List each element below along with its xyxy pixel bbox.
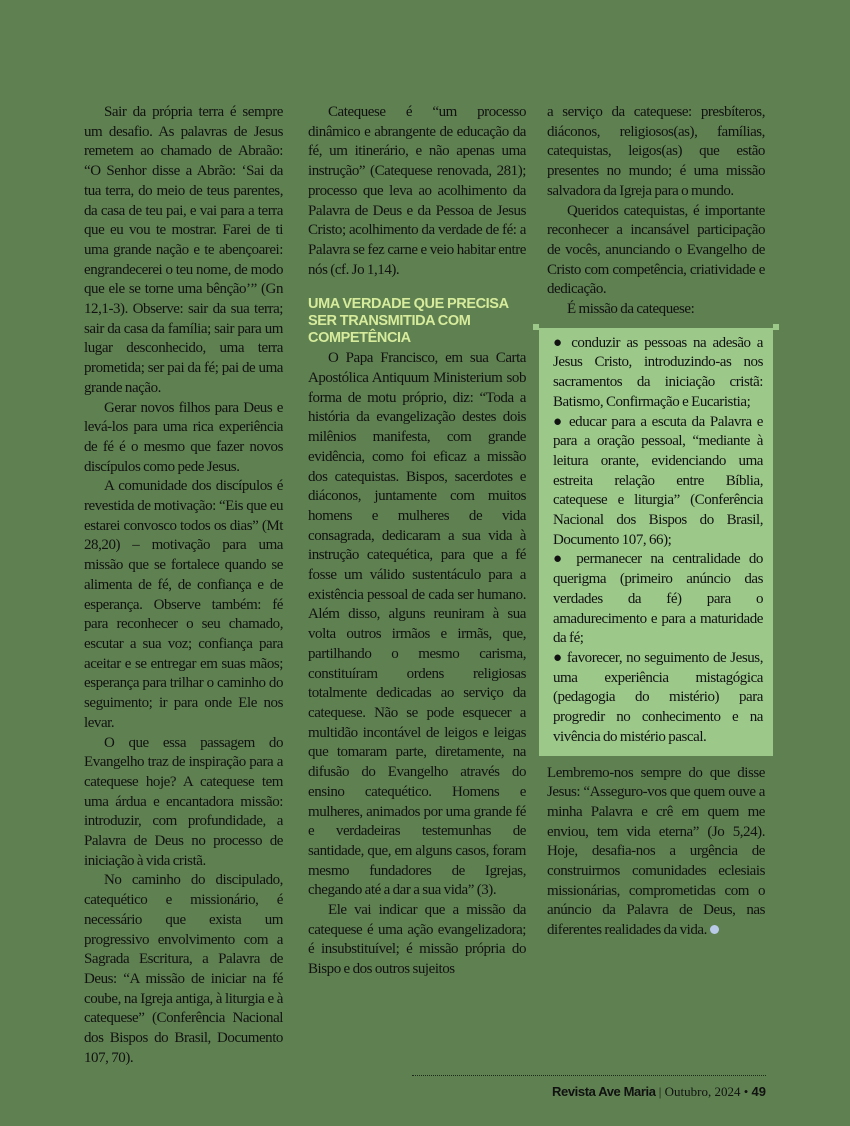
paragraph: O que essa passagem do Evangelho traz de inspiração para a catequese hoje? A catequese tem uma árdua e encantadora missão: introduzir, com profundidade, a Palavra de Deus no processo de iniciação à vida cristã.	[84, 734, 283, 869]
column-2	[308, 103, 526, 980]
paragraph: Sair da própria terra é sempre um desafio. As palavras de Jesus remetem ao chamado de Abraão: “O Senhor disse a Abrão: ‘Sai da tua terra, do meio de teus parentes, da casa de teu pai, e vai para a terra que eu vou te mostrar. Farei de ti uma grande nação e te abençoarei: engrandecerei o teu nome, de modo que ele se torne uma bênção’” (Gn 12,1-3). Observe: sair da sua terra; sair da casa da família; sair para um lugar desconhecido, uma terra prometida; ser pai da fé; pai de uma grande nação.	[84, 104, 283, 396]
paragraph: Ele vai indicar que a missão da catequese é uma ação evangelizadora; é insubstituível; é missão própria do Bispo e dos outros sujeitos	[308, 902, 526, 978]
list-item: ● educar para a escuta da Palavra e para a oração pessoal, “mediante à leitura orante, evidenciando uma estreita relação entre Bíblia, catequese e liturgia” (Conferência Nacional dos Bispos do Brasil, Documento 107, 66);	[553, 413, 763, 548]
closing-text: Lembremo-nos sempre do que disse Jesus: “Asseguro-vos que quem ouve a minha Palavra e crê em quem me enviou, tem vida eterna” (Jo 5,24). Hoje, desafia-nos a urgência de construirmos comunidades eclesiais missionárias, comprometidas com o anúncio da Palavra de Deus, nas diferentes realidades da vida.	[547, 764, 765, 939]
paragraph: a serviço da catequese: presbíteros, diáconos, religiosos(as), famílias, catequistas, leigos(as) que estão presentes no mundo; é uma missão salvadora da Igreja para o mundo.	[547, 104, 765, 199]
paragraph: É missão da catequese:	[567, 301, 695, 318]
paragraph: O Papa Francisco, em sua Carta Apostólica Antiquum Ministerium sob forma de motu próprio, diz: “Toda a história da evangelização destes dois milênios manifesta, com grande evidência, como foi eficaz a missão dos catequistas. Bispos, sacerdotes e diáconos, juntamente com muitos homens e mulheres de vida consagrada, dedicaram a sua vida à instrução catequética, para que a fé fosse um válido sustentáculo para a existência pessoal de cada ser humano. Além disso, alguns reuniram à sua volta outros irmãos e irmãs, que, partilhando o mesmo carisma, constituíram ordens religiosas totalmente dedicadas ao serviço da catequese. Não se pode esquecer a multidão incontável de leigos e leigas que tomaram parte, diretamente, na difusão do Evangelho através do ensino catequético. Homens e mulheres, animados por uma grande fé e verdadeiras testemunhas de santidade, que, em alguns casos, foram mesmo fundadores de Igrejas, chegando até a dar a sua vida” (3).	[308, 350, 526, 899]
paragraph: No caminho do discipulado, catequético e missionário, é necessário que exista um progressivo envolvimento com a Sagrada Escritura, a Palavra de Deus: “A missão de iniciar na fé coube, na Igreja antiga, à liturgia e à catequese” (Conferência Nacional dos Bispos do Brasil, Documento 107, 70).	[84, 872, 283, 1066]
end-mark-icon	[710, 925, 719, 934]
paragraph: Gerar novos filhos para Deus e levá-los para uma rica experiência de fé é o mesmo que fazer novos discípulos como pede Jesus.	[84, 399, 283, 475]
column-1	[84, 103, 283, 1068]
page-footer	[552, 1084, 766, 1100]
footer-divider	[412, 1075, 766, 1076]
issue-date: | Outubro, 2024 •	[658, 1084, 749, 1099]
list-item: ● conduzir as pessoas na adesão a Jesus Cristo, introduzindo-as nos sacramentos da iniciação cristã: Batismo, Confirmação e Eucaristia;	[553, 334, 763, 410]
page-number: 49	[751, 1084, 766, 1099]
list-item: ● permanecer na centralidade do querigma (primeiro anúncio das verdades da fé) para o amadurecimento e para a maturidade da fé;	[553, 551, 763, 647]
list-item: ● favorecer, no seguimento de Jesus, uma experiência mistagógica (pedagogia do mistério) para progredir no conhecimento e na vivência do mistério pascal.	[553, 649, 763, 745]
section-heading: UMA VERDADE QUE PRECISA SER TRANSMITIDA COM COMPETÊNCIA	[308, 296, 509, 347]
paragraph: A comunidade dos discípulos é revestida de motivação: “Eis que eu estarei convosco todos os dias” (Mt 28,20) – motivação para uma missão que se fortalece quando se alimenta de fé, de confiança e de esperança. Observe também: fé para reconhecer o seu chamado, escutar a sua voz; confiança para aceitar e se entregar em suas mãos; esperança para trilhar o caminho do seguimento; ir para onde Ele nos levar.	[84, 478, 283, 731]
mission-list-box	[539, 328, 773, 756]
column-3	[547, 103, 765, 941]
magazine-name: Revista Ave Maria	[552, 1084, 656, 1099]
closing-paragraph	[547, 764, 765, 941]
paragraph: Catequese é “um processo dinâmico e abrangente de educação da fé, um itinerário, e não apenas uma instrução” (Catequese renovada, 281); processo que leva ao acolhimento da Palavra de Deus e da Pessoa de Jesus Cristo; acolhimento da verdade de fé: a Palavra se fez carne e veio habitar entre nós (cf. Jo 1,14).	[308, 104, 526, 278]
paragraph: Queridos catequistas, é importante reconhecer a incansável participação de vocês, anunciando o Evangelho de Cristo com competência, criatividade e dedicação.	[547, 202, 765, 298]
